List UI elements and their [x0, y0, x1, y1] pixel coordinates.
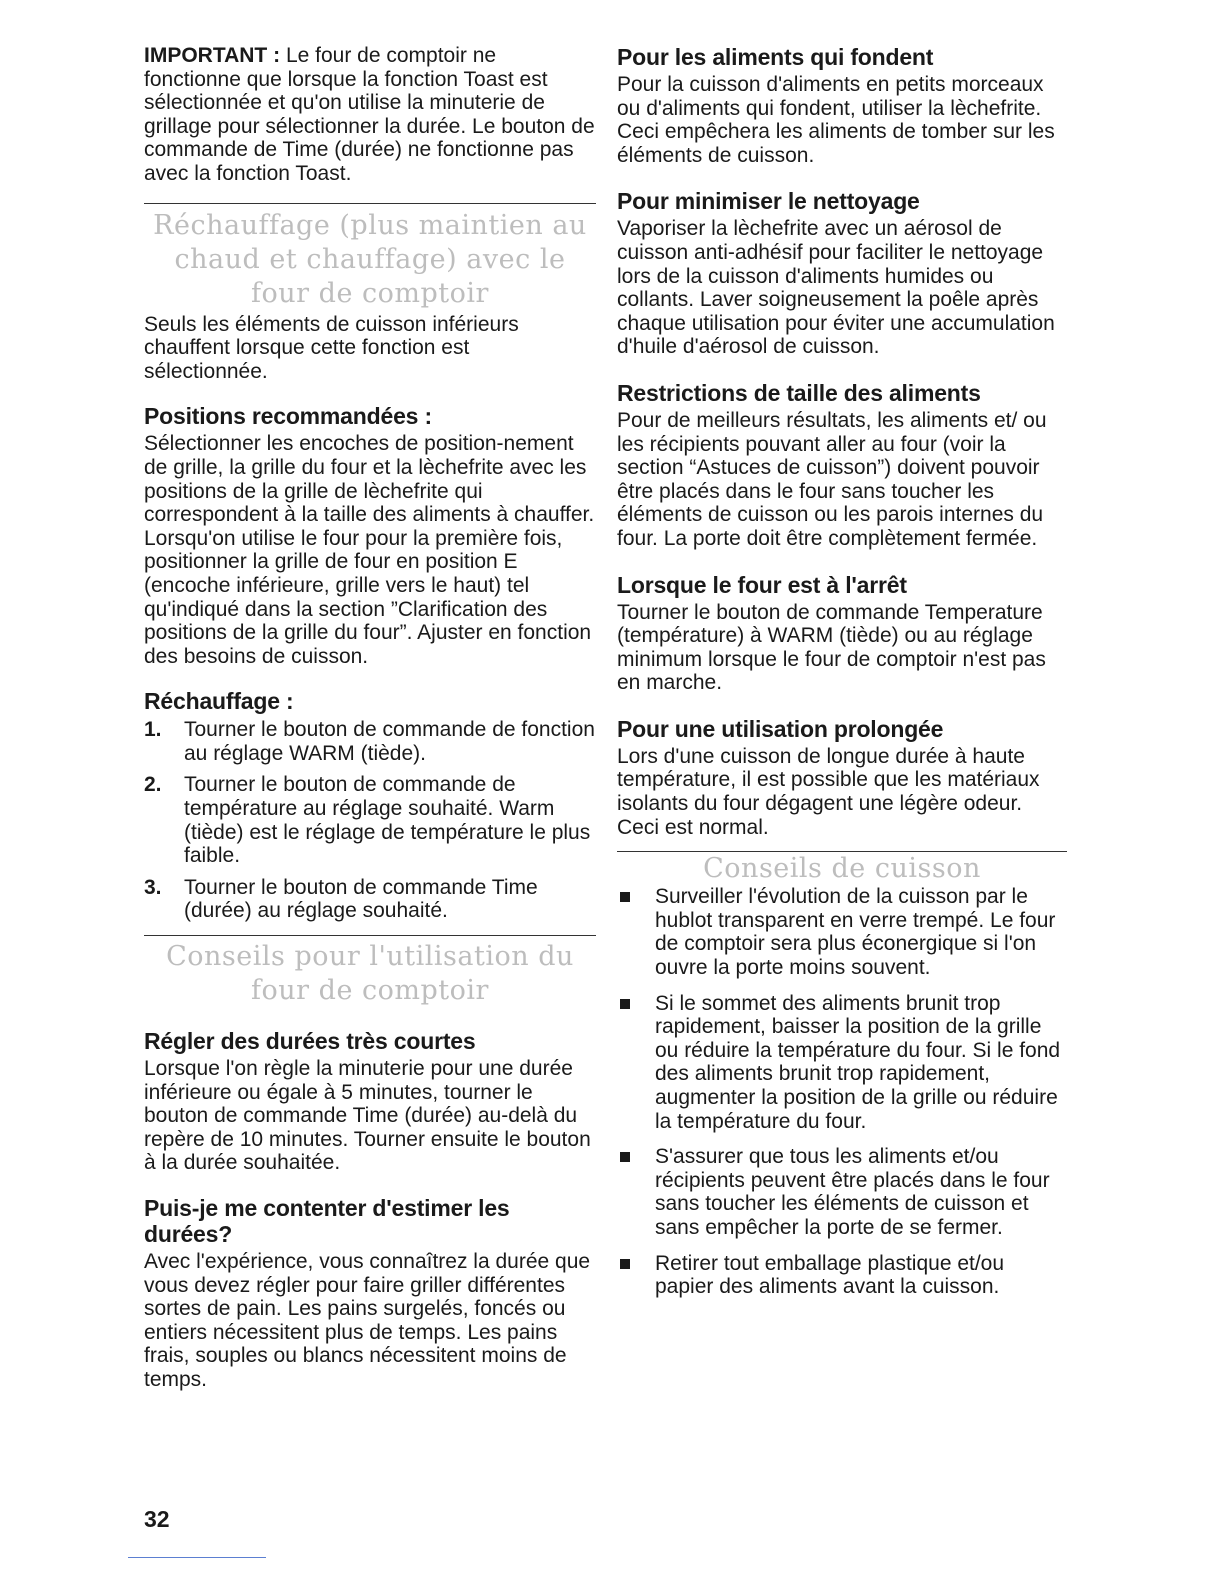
prolongee-text: Lors d'une cuisson de longue durée à haute température, il est possible que les matériaux isolants du four dégagent une légère odeur. Ceci est normal. [617, 744, 1040, 839]
prolongee-heading: Pour une utilisation prolongée [617, 715, 944, 742]
positions-text: Sélectionner les encoches de position-nement de grille, la grille du four et la lèchefrite avec les positions de la grille de lèchefrite qui correspondent à la taille des aliments à chauffer. Lorsqu'on utilise le four pour la première fois, positionner la grille de four en position E (encoche inférieure, grille vers le haut) tel qu'indiqué dans la section ”Clarification des positions de la grille du four”. Ajuster en fonction des besoins de cuisson. [144, 432, 595, 668]
list-item-text: S'assurer que tous les aliments et/ou récipients peuvent être placés dans le four sans toucher les éléments de cuisson et sans empêcher la porte de se fermer. [655, 1145, 1050, 1239]
list-item [617, 992, 1067, 1134]
cuisson-tips-list [617, 885, 1067, 1299]
rechauffage-heading: Réchauffage : [144, 688, 294, 715]
list-item [617, 885, 1067, 979]
rechauffage-steps [144, 718, 596, 923]
bullet-square-icon [620, 1152, 630, 1162]
important-paragraph [144, 44, 596, 186]
regler-text: Lorsque l'on règle la minuterie pour une durée inférieure ou égale à 5 minutes, tourner le bouton de commande Time (durée) au-delà du repère de 10 minutes. Tourner ensuite le bouton à la durée souhaitée. [144, 1057, 591, 1175]
section-title-rechauffage: Réchauffage (plus maintien au chaud et chauffage) avec le four de comptoir [153, 209, 587, 309]
section-divider [617, 851, 1067, 852]
step-number: 1. [144, 718, 162, 742]
section-divider [144, 935, 596, 936]
step-item [144, 773, 596, 867]
positions-heading: Positions recommandées : [144, 403, 432, 430]
bullet-square-icon [620, 999, 630, 1009]
list-item [617, 1145, 1067, 1239]
puisje-text: Avec l'expérience, vous connaîtrez la durée que vous devez régler pour faire griller différentes sortes de pain. Les pains surgelés, foncés ou entiers nécessitent plus de temps. Les pains frais, souples ou blancs nécessitent moins de temps. [144, 1250, 591, 1391]
step-number: 2. [144, 773, 162, 797]
step-item [144, 876, 596, 923]
list-item [617, 1252, 1067, 1299]
step-text: Tourner le bouton de commande Time (durée) au réglage souhaité. [184, 875, 538, 923]
left-column [144, 44, 596, 1392]
fondent-text: Pour la cuisson d'aliments en petits morceaux ou d'aliments qui fondent, utiliser la lèchefrite. Ceci empêchera les aliments de tomber sur les éléments de cuisson. [617, 73, 1055, 167]
regler-heading: Régler des durées très courtes [144, 1028, 476, 1055]
list-item-text: Surveiller l'évolution de la cuisson par le hublot transparent en verre trempé. Le four de comptoir sera plus éconergique si l'on ouvre la porte moins souvent. [655, 885, 1056, 980]
section-divider [144, 203, 596, 204]
step-number: 3. [144, 875, 162, 899]
right-column [617, 44, 1067, 1299]
bottom-line [128, 1557, 266, 1558]
step-item [144, 718, 596, 765]
section-title-conseils-utilisation: Conseils pour l'utilisation du four de comptoir [166, 941, 574, 1007]
list-item-text: Retirer tout emballage plastique et/ou papier des aliments avant la cuisson. [655, 1251, 1005, 1299]
important-label: IMPORTANT : [144, 44, 281, 67]
page-number: 32 [144, 1506, 170, 1532]
bullet-square-icon [620, 1259, 630, 1269]
step-text: Tourner le bouton de commande de fonction au réglage WARM (tiède). [184, 718, 595, 765]
arret-text: Tourner le bouton de commande Temperature (température) à WARM (tiède) ou au réglage minimum lorsque le four de comptoir n'est pas en marche. [617, 600, 1046, 695]
rechauffage-intro: Seuls les éléments de cuisson inférieurs chauffent lorsque cette fonction est sélectionnée. [144, 312, 519, 383]
list-item-text: Si le sommet des aliments brunit trop rapidement, baisser la position de la grille ou réduire la température du four. Si le fond des aliments brunit trop rapidement, augmenter la position de la grille ou réduire la température du four. [655, 991, 1061, 1133]
arret-heading: Lorsque le four est à l'arrêt [617, 571, 907, 598]
nettoyage-text: Vaporiser la lèchefrite avec un aérosol de cuisson anti-adhésif pour faciliter le nettoyage lors de la cuisson d'aliments humides ou collants. Laver soigneusement la poêle après chaque utilisation pour éviter une accumulation d'huile d'aérosol de cuisson. [617, 217, 1055, 359]
section-title-conseils-cuisson: Conseils de cuisson [703, 853, 981, 885]
restrictions-text: Pour de meilleurs résultats, les aliments et/ ou les récipients pouvant aller au four (voir la section “Astuces de cuisson”) doivent pouvoir être placés dans le four sans toucher les éléments de cuisson ou les parois internes du four. La porte doit être complètement fermée. [617, 408, 1047, 550]
nettoyage-heading: Pour minimiser le nettoyage [617, 188, 920, 215]
important-text: Le four de comptoir ne fonctionne que lorsque la fonction Toast est sélectionnée et qu'on utilise la minuterie de grillage pour sélectionner la durée. Le bouton de commande de Time (durée) ne fonctionne pas avec la fonction Toast. [144, 44, 595, 185]
puisje-heading: Puis-je me contenter d'estimer les durées? [144, 1195, 510, 1247]
restrictions-heading: Restrictions de taille des aliments [617, 379, 981, 406]
fondent-heading: Pour les aliments qui fondent [617, 44, 934, 70]
step-text: Tourner le bouton de commande de température au réglage souhaité. Warm (tiède) est le réglage de température le plus faible. [184, 773, 591, 868]
bullet-square-icon [620, 892, 630, 902]
